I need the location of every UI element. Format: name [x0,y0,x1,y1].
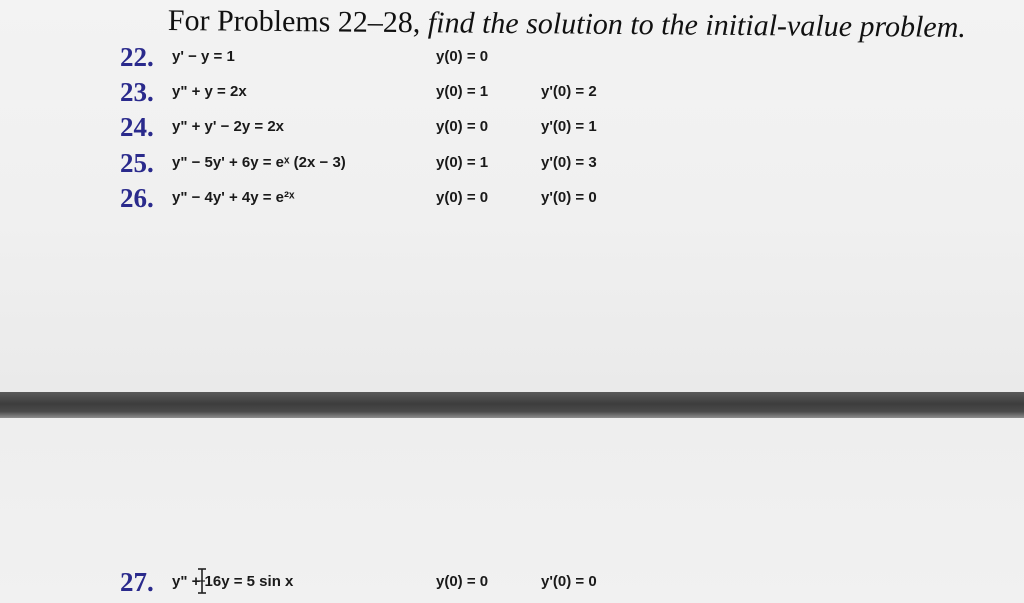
problem-number: 25. [120,148,154,178]
initial-condition-y: y(0) = 0 [436,118,489,135]
page-divider-bar [0,392,1024,418]
problem-number: 24. [120,112,154,142]
problem-27 [0,567,1024,599]
initial-condition-y: y(0) = 1 [436,154,489,171]
heading-instruction: find the solution to the initial-value problem. [427,6,966,44]
initial-condition-y: y(0) = 0 [436,573,489,590]
problem-equation: y" − 5y' + 6y = eˣ (2x − 3) [172,154,346,171]
problem-number: 27. [120,567,154,597]
initial-condition-yprime: y'(0) = 1 [541,118,597,135]
problem-number: 23. [120,77,154,107]
problem-22 [0,42,1024,74]
problem-equation: y" + y = 2x [172,83,247,100]
initial-condition-y: y(0) = 1 [436,83,489,100]
problem-25 [0,148,1024,180]
problem-equation: y" + y' − 2y = 2x [172,118,285,135]
initial-condition-yprime: y'(0) = 0 [541,189,597,206]
initial-condition-y: y(0) = 0 [436,48,489,65]
problem-23 [0,77,1024,109]
initial-condition-yprime: y'(0) = 2 [541,83,597,100]
initial-condition-yprime: y'(0) = 0 [541,573,597,590]
problem-equation: y" − 4y' + 4y = e²ˣ [172,189,295,206]
initial-condition-yprime: y'(0) = 3 [541,154,597,171]
initial-condition-y: y(0) = 0 [436,189,489,206]
problem-equation: y" + 16y = 5 sin x [172,573,294,590]
problem-set-heading [168,4,966,45]
heading-lead: For Problems 22–28, [167,4,429,40]
problem-24 [0,112,1024,144]
problem-number: 26. [120,183,154,213]
problem-equation: y' − y = 1 [172,48,235,65]
problem-26 [0,183,1024,215]
text-cursor-icon [196,566,208,596]
problem-number: 22. [120,42,154,72]
